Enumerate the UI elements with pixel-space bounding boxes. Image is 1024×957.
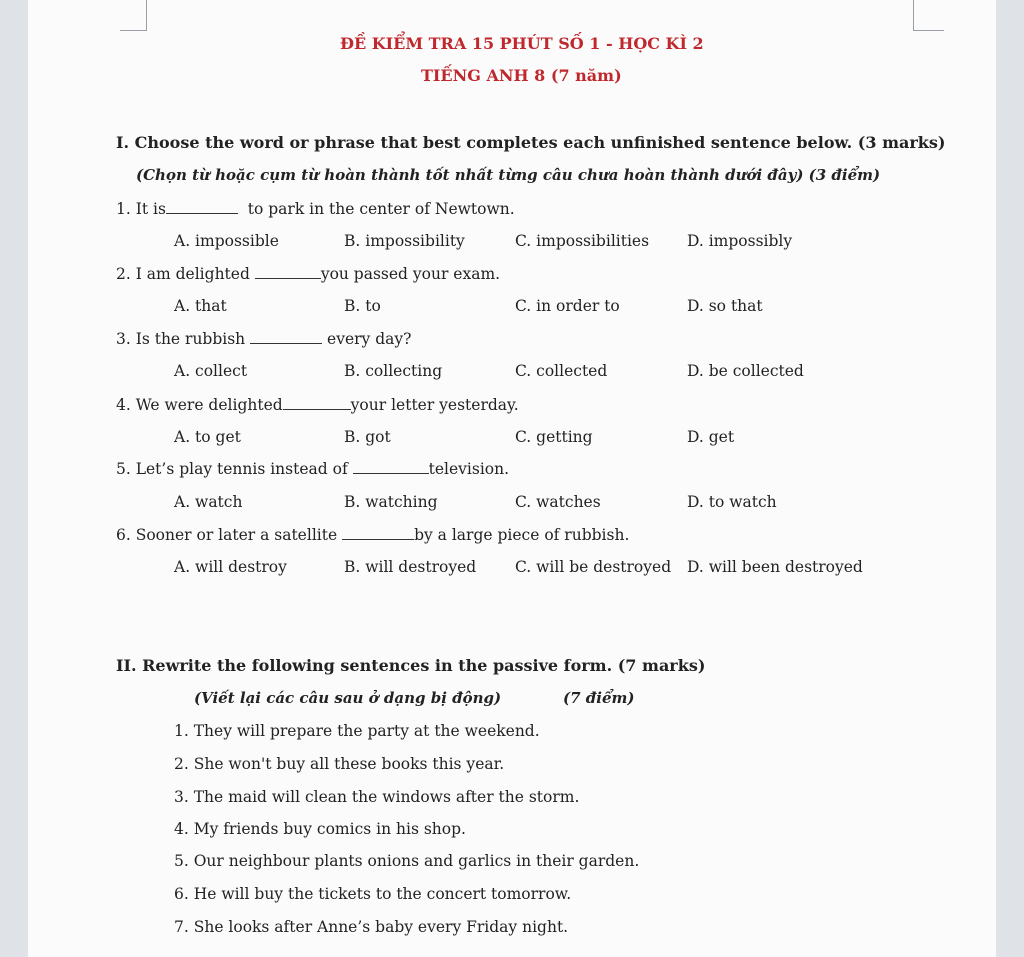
- option-5b: B. watching: [344, 493, 438, 511]
- question-5: [116, 460, 509, 478]
- question-3-pre: 3. Is the rubbish: [116, 330, 246, 348]
- option-5a: A. watch: [174, 493, 243, 511]
- question-1-pre: 1. It is: [116, 200, 166, 218]
- test-subtitle: TIẾNG ANH 8 (7 năm): [421, 66, 622, 85]
- option-3b: B. collecting: [344, 362, 443, 380]
- question-4: [116, 396, 519, 414]
- answer-blank: [250, 331, 322, 344]
- rewrite-sentence-3: 3. The maid will clean the windows after the storm.: [174, 788, 580, 806]
- option-6d: D. will been destroyed: [687, 558, 863, 576]
- page-corner-mark-left: [120, 0, 147, 31]
- option-3a: A. collect: [174, 362, 248, 380]
- section1-subheading: (Chọn từ hoặc cụm từ hoàn thành tốt nhất từng câu chưa hoàn thành dưới đây) (3 điểm): [136, 166, 881, 184]
- question-4-post: your letter yesterday.: [350, 396, 519, 414]
- option-6a: A. will destroy: [174, 558, 287, 576]
- option-5c: C. watches: [515, 493, 601, 511]
- option-2c: C. in order to: [515, 297, 620, 315]
- answer-blank: [283, 397, 351, 410]
- question-5-pre: 5. Let’s play tennis instead of: [116, 460, 348, 478]
- option-1c: C. impossibilities: [515, 232, 650, 250]
- rewrite-sentence-7: 7. She looks after Anne’s baby every Friday night.: [174, 918, 569, 936]
- rewrite-sentence-2: 2. She won't buy all these books this year.: [174, 755, 505, 773]
- section2-heading: II. Rewrite the following sentences in the passive form. (7 marks): [116, 656, 706, 675]
- section1-heading: I. Choose the word or phrase that best completes each unfinished sentence below. (3 marks): [116, 133, 946, 152]
- option-4d: D. get: [687, 428, 735, 446]
- answer-blank: [255, 266, 321, 279]
- question-2: [116, 265, 500, 283]
- rewrite-sentence-4: 4. My friends buy comics in his shop.: [174, 820, 466, 838]
- option-1b: B. impossibility: [344, 232, 465, 250]
- option-2d: D. so that: [687, 297, 763, 315]
- option-1a: A. impossible: [174, 232, 279, 250]
- option-2a: A. that: [174, 297, 227, 315]
- option-3d: D. be collected: [687, 362, 804, 380]
- test-title: ĐỀ KIỂM TRA 15 PHÚT SỐ 1 - HỌC KÌ 2: [340, 34, 704, 53]
- question-2-post: you passed your exam.: [320, 265, 501, 283]
- section2-points: (7 điểm): [563, 689, 635, 707]
- option-4b: B. got: [344, 428, 391, 446]
- option-6b: B. will destroyed: [344, 558, 477, 576]
- answer-blank: [166, 201, 238, 214]
- question-4-pre: 4. We were delighted: [116, 396, 283, 414]
- document-page: [28, 0, 996, 957]
- section2-subheading: (Viết lại các câu sau ở dạng bị động): [194, 689, 502, 707]
- page-corner-mark-right: [913, 0, 944, 31]
- answer-blank: [353, 461, 429, 474]
- question-1-post: to park in the center of Newtown.: [247, 200, 515, 218]
- question-3: [116, 330, 411, 348]
- question-2-pre: 2. I am delighted: [116, 265, 250, 283]
- option-3c: C. collected: [515, 362, 608, 380]
- option-1d: D. impossibly: [687, 232, 793, 250]
- question-6: [116, 526, 629, 544]
- question-6-post: by a large piece of rubbish.: [414, 526, 630, 544]
- rewrite-sentence-6: 6. He will buy the tickets to the concert tomorrow.: [174, 885, 572, 903]
- rewrite-sentence-1: 1. They will prepare the party at the weekend.: [174, 722, 540, 740]
- question-6-pre: 6. Sooner or later a satellite: [116, 526, 338, 544]
- option-5d: D. to watch: [687, 493, 777, 511]
- answer-blank: [342, 527, 414, 540]
- rewrite-sentence-5: 5. Our neighbour plants onions and garlics in their garden.: [174, 852, 640, 870]
- option-6c: C. will be destroyed: [515, 558, 672, 576]
- question-5-post: television.: [428, 460, 510, 478]
- option-4c: C. getting: [515, 428, 593, 446]
- question-1: [116, 200, 515, 218]
- option-4a: A. to get: [174, 428, 241, 446]
- question-3-post: every day?: [327, 330, 412, 348]
- option-2b: B. to: [344, 297, 381, 315]
